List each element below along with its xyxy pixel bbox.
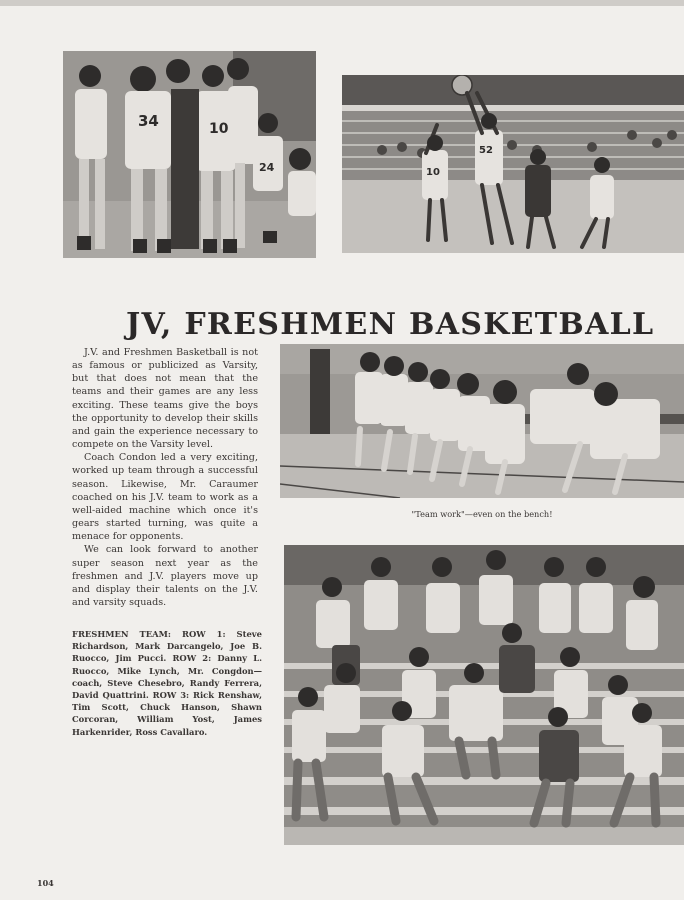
team-roster: FRESHMEN TEAM: ROW 1: Steve Richardson, Mark Darcangelo, Joe B. Ruocco, Jim Pucci. ROW 2: Danny L. Ruocco, Mike Lynch, Mr. Congdon—coach, Steve Chesebro, Randy Ferrera, David Quattrini. ROW 3: Rick Renshaw, Tim Scott, Chuck Hanson, Shawn Corcoran, William Yost, James Harkenrider, Ross Cavallaro.: [72, 629, 262, 737]
page-number: 104: [37, 878, 54, 888]
jersey-number: 10: [426, 167, 440, 178]
team-huddle-photo: [63, 51, 316, 258]
jersey-number: 34: [138, 112, 159, 130]
page-top-edge: [0, 0, 684, 6]
article-paragraph: J.V. and Freshmen Basketball is not as famous or publicized as Varsity, but that does not mean that the teams and their games are any less exciting. These teams give the boys the opportunity to develop their skills and gain the experience necessary to compete on the Varsity level.: [72, 347, 258, 451]
page-title: JV, FRESHMEN BASKETBALL: [126, 307, 655, 343]
article-paragraph: We can look forward to another super season next year as the freshmen and J.V. players move up and display their talents on the J.V. and varsity squads.: [72, 544, 258, 608]
game-action-photo: [342, 75, 684, 253]
jersey-number: 10: [209, 121, 229, 137]
freshmen-team-photo: [284, 545, 684, 845]
bench-photo: [280, 344, 684, 498]
jersey-number: 52: [479, 145, 493, 156]
jersey-number: 24: [259, 161, 275, 174]
photo-caption: "Team work"—even on the bench!: [411, 509, 553, 519]
article-paragraph: Coach Condon led a very exciting, worked up team through a successful season. Likewise, Mr. Caraumer coached on his J.V. team to work as a well-aided machine which once it's gears started turning, was quite a menace for opponents.: [72, 452, 258, 543]
article-body: [72, 346, 258, 609]
